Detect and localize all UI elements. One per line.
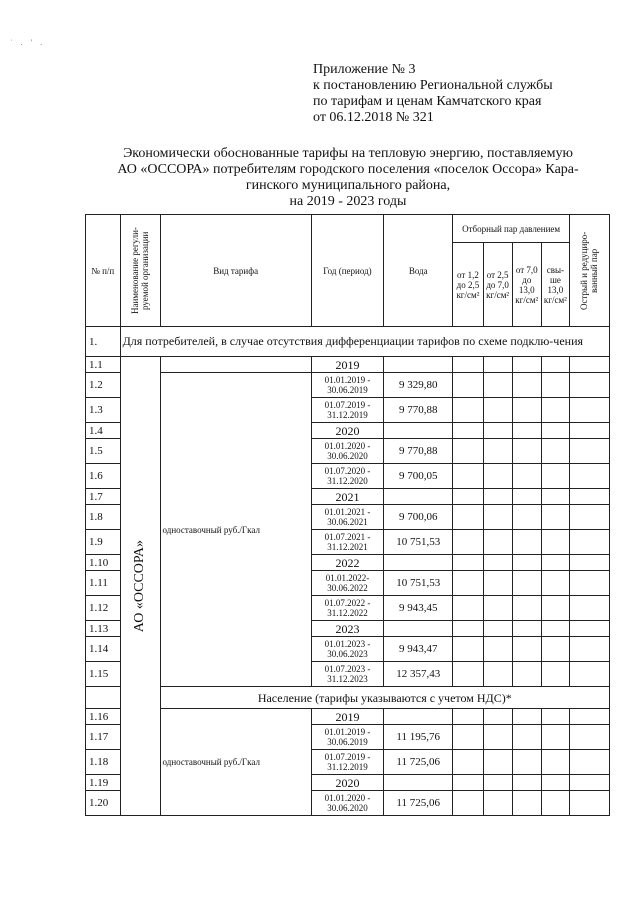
- row-empty-cell: [541, 464, 569, 489]
- row-num: 1.12: [86, 596, 121, 621]
- row-empty-cell: [483, 621, 512, 637]
- row-empty-cell: [569, 637, 609, 662]
- row-empty-cell: [483, 398, 512, 423]
- scan-artifact: ˙ . ' .: [10, 38, 46, 47]
- row-empty-cell: [453, 373, 483, 398]
- row-empty-cell: [541, 555, 569, 571]
- row-empty-cell: [453, 357, 483, 373]
- row-period: 2020: [311, 423, 383, 439]
- header-sharp: [569, 215, 609, 327]
- row-empty-cell: [512, 398, 541, 423]
- row-empty-cell: [483, 464, 512, 489]
- row-empty-cell: [569, 709, 609, 725]
- row-empty-cell: [541, 725, 569, 750]
- row-empty-cell: [483, 530, 512, 555]
- header-type: Вид тарифа: [160, 215, 311, 327]
- annex-line-1: Приложение № 3: [313, 62, 416, 77]
- row-empty-cell: [512, 750, 541, 775]
- row-period: 01.01.2020 - 30.06.2020: [311, 439, 383, 464]
- section-title: Для потребителей, в случае отсутствия дифференциации тарифов по схеме подклю-чения: [120, 327, 609, 357]
- row-empty-cell: [512, 489, 541, 505]
- row-empty-cell: [541, 530, 569, 555]
- row-empty-cell: [569, 596, 609, 621]
- row-num: 1.20: [86, 791, 121, 816]
- table-row: [86, 357, 610, 373]
- row-empty-cell: [569, 464, 609, 489]
- row-empty-cell: [483, 439, 512, 464]
- row-empty-cell: [453, 775, 483, 791]
- header-p3: от 7,0 до 13,0 кг/см²: [512, 243, 541, 327]
- tariff-type-cell-population: одноставочный руб./Гкал: [160, 709, 311, 816]
- row-empty-cell: [569, 791, 609, 816]
- row-empty-cell: [512, 423, 541, 439]
- row-empty-cell: [569, 662, 609, 687]
- row-water-value: 11 725,06: [384, 791, 453, 816]
- row-empty-cell: [483, 357, 512, 373]
- row-empty-cell: [483, 596, 512, 621]
- row-num: 1.6: [86, 464, 121, 489]
- row-period: 2020: [311, 775, 383, 791]
- row-water-value: [384, 423, 453, 439]
- row-num: 1.8: [86, 505, 121, 530]
- population-section-row: [86, 687, 610, 709]
- row-empty-cell: [512, 596, 541, 621]
- row-empty-cell: [512, 621, 541, 637]
- document-title: [88, 146, 608, 210]
- row-num: 1.14: [86, 637, 121, 662]
- header-water: Вода: [384, 215, 453, 327]
- title-line-4: на 2019 - 2023 годы: [289, 194, 407, 209]
- row-empty-cell: [453, 571, 483, 596]
- row-empty-cell: [483, 423, 512, 439]
- row-empty-cell: [453, 530, 483, 555]
- table-row: [86, 709, 610, 725]
- row-empty-cell: [453, 439, 483, 464]
- row-num: 1.18: [86, 750, 121, 775]
- row-num: 1.19: [86, 775, 121, 791]
- row-empty-cell: [541, 423, 569, 439]
- row-period: 01.01.2019 - 30.06.2019: [311, 373, 383, 398]
- row-empty-cell: [569, 775, 609, 791]
- row-water-value: 9 700,06: [384, 505, 453, 530]
- row-period: 01.01.2023 - 30.06.2023: [311, 637, 383, 662]
- row-empty-cell: [541, 662, 569, 687]
- row-period: 01.07.2023 - 31.12.2023: [311, 662, 383, 687]
- row-empty-cell: [569, 505, 609, 530]
- row-empty-cell: [541, 621, 569, 637]
- row-empty-cell: [512, 662, 541, 687]
- row-num: 1.2: [86, 373, 121, 398]
- section-row: [86, 327, 610, 357]
- row-water-value: [384, 709, 453, 725]
- row-empty-cell: [541, 775, 569, 791]
- row-empty-cell: [569, 555, 609, 571]
- row-period: 01.07.2022 - 31.12.2022: [311, 596, 383, 621]
- row-empty-cell: [541, 373, 569, 398]
- row-water-value: [384, 357, 453, 373]
- row-empty-cell: [453, 662, 483, 687]
- table-row: [86, 373, 610, 398]
- annex-line-3: по тарифам и ценам Камчатского края: [313, 94, 542, 109]
- row-empty-cell: [453, 423, 483, 439]
- row-empty-cell: [483, 571, 512, 596]
- row-water-value: 11 195,76: [384, 725, 453, 750]
- row-empty-cell: [569, 571, 609, 596]
- row-water-value: 9 700,05: [384, 464, 453, 489]
- row-num: 1.4: [86, 423, 121, 439]
- row-empty-cell: [483, 662, 512, 687]
- header-p2: от 2,5 до 7,0 кг/см²: [483, 243, 512, 327]
- row-empty-cell: [569, 530, 609, 555]
- row-empty-cell: [569, 423, 609, 439]
- section-num: 1.: [86, 327, 121, 357]
- row-empty-cell: [453, 621, 483, 637]
- row-empty-cell: [453, 791, 483, 816]
- row-empty-cell: [541, 709, 569, 725]
- row-num: 1.10: [86, 555, 121, 571]
- row-period: 01.07.2021 - 31.12.2021: [311, 530, 383, 555]
- row-water-value: 9 943,45: [384, 596, 453, 621]
- row-empty-cell: [512, 555, 541, 571]
- row-empty-cell: [483, 775, 512, 791]
- row-empty-cell: [569, 357, 609, 373]
- row-empty-cell: [512, 464, 541, 489]
- row-empty-cell: [541, 357, 569, 373]
- row-empty-cell: [483, 709, 512, 725]
- row-empty-cell: [453, 637, 483, 662]
- row-num: 1.5: [86, 439, 121, 464]
- row-empty-cell: [541, 750, 569, 775]
- row-period: 2023: [311, 621, 383, 637]
- row-num: 1.13: [86, 621, 121, 637]
- row-empty-cell: [569, 621, 609, 637]
- title-line-2: АО «ОССОРА» потребителям городского поселения «поселок Оссора» Кара-: [117, 162, 579, 177]
- row-empty-cell: [483, 555, 512, 571]
- annex-block: [313, 62, 613, 126]
- row-period: 01.07.2019 - 31.12.2019: [311, 398, 383, 423]
- annex-line-2: к постановлению Региональной службы: [313, 78, 553, 93]
- row-empty-cell: [453, 709, 483, 725]
- row-empty-cell: [483, 725, 512, 750]
- row-empty-cell: [569, 725, 609, 750]
- row-water-value: 10 751,53: [384, 530, 453, 555]
- row-water-value: 11 725,06: [384, 750, 453, 775]
- tariff-type-cell: одноставочный руб./Гкал: [160, 373, 311, 687]
- row-period: 01.01.2022- 30.06.2022: [311, 571, 383, 596]
- row-num-empty: [86, 687, 121, 709]
- row-empty-cell: [512, 439, 541, 464]
- row-water-value: 12 357,43: [384, 662, 453, 687]
- row-empty-cell: [453, 464, 483, 489]
- tariff-table: [85, 214, 610, 816]
- row-num: 1.11: [86, 571, 121, 596]
- row-empty-cell: [569, 489, 609, 505]
- row-empty-cell: [541, 571, 569, 596]
- row-empty-cell: [569, 398, 609, 423]
- row-water-value: 9 329,80: [384, 373, 453, 398]
- row-num: 1.9: [86, 530, 121, 555]
- row-empty-cell: [541, 398, 569, 423]
- row-empty-cell: [512, 725, 541, 750]
- row-water-value: 10 751,53: [384, 571, 453, 596]
- header-p1: от 1,2 до 2,5 кг/см²: [453, 243, 483, 327]
- row-empty-cell: [453, 505, 483, 530]
- row-period: 01.01.2020 - 30.06.2020: [311, 791, 383, 816]
- row-period: 01.01.2021 - 30.06.2021: [311, 505, 383, 530]
- row-empty-cell: [483, 791, 512, 816]
- row-empty-cell: [512, 373, 541, 398]
- row-empty-cell: [541, 505, 569, 530]
- row-water-value: 9 943,47: [384, 637, 453, 662]
- row-empty-cell: [512, 637, 541, 662]
- row-water-value: [384, 555, 453, 571]
- header-period: Год (период): [311, 215, 383, 327]
- row-empty-cell: [453, 398, 483, 423]
- title-line-3: гинского муниципального района,: [245, 178, 451, 193]
- row-period: 2022: [311, 555, 383, 571]
- row-empty-cell: [483, 505, 512, 530]
- header-row: [86, 215, 610, 243]
- header-sharp-text: Острый и редуциро-ванный пар: [579, 231, 600, 310]
- title-line-1: Экономически обоснованные тарифы на тепловую энергию, поставляемую: [123, 146, 573, 161]
- row-empty-cell: [569, 439, 609, 464]
- row-empty-cell: [541, 637, 569, 662]
- row-empty-cell: [483, 373, 512, 398]
- row-empty-cell: [453, 750, 483, 775]
- header-num: № п/п: [86, 215, 121, 327]
- row-empty-cell: [483, 637, 512, 662]
- row-period: 2019: [311, 709, 383, 725]
- row-empty-cell: [512, 791, 541, 816]
- row-water-value: [384, 775, 453, 791]
- row-empty-cell: [541, 791, 569, 816]
- tariff-type-spacer: [160, 357, 311, 373]
- header-p4: свы-ше 13,0 кг/см²: [541, 243, 569, 327]
- row-period: 2019: [311, 357, 383, 373]
- row-empty-cell: [453, 596, 483, 621]
- row-num: 1.3: [86, 398, 121, 423]
- row-empty-cell: [453, 555, 483, 571]
- org-name: АО «ОССОРА»: [132, 539, 148, 633]
- row-period: 01.01.2019 - 30.06.2019: [311, 725, 383, 750]
- row-empty-cell: [512, 775, 541, 791]
- header-steam-group: Отборный пар давлением: [453, 215, 570, 243]
- header-org-text: Наименование регули-руемой организации: [130, 227, 151, 314]
- row-period: 2021: [311, 489, 383, 505]
- row-empty-cell: [541, 596, 569, 621]
- row-empty-cell: [569, 373, 609, 398]
- row-empty-cell: [483, 750, 512, 775]
- row-period: 01.07.2019 - 31.12.2019: [311, 750, 383, 775]
- row-empty-cell: [512, 709, 541, 725]
- header-org: [120, 215, 160, 327]
- row-empty-cell: [483, 489, 512, 505]
- row-water-value: 9 770,88: [384, 439, 453, 464]
- row-empty-cell: [512, 571, 541, 596]
- row-water-value: [384, 489, 453, 505]
- row-num: 1.16: [86, 709, 121, 725]
- row-num: 1.15: [86, 662, 121, 687]
- row-num: 1.7: [86, 489, 121, 505]
- annex-line-4: от 06.12.2018 № 321: [313, 110, 434, 125]
- row-water-value: 9 770,88: [384, 398, 453, 423]
- row-empty-cell: [541, 439, 569, 464]
- population-section-title: Население (тарифы указываются с учетом НДС)*: [160, 687, 609, 709]
- row-empty-cell: [541, 489, 569, 505]
- row-empty-cell: [453, 725, 483, 750]
- org-name-cell: [120, 357, 160, 816]
- row-empty-cell: [512, 505, 541, 530]
- row-period: 01.07.2020 - 31.12.2020: [311, 464, 383, 489]
- row-empty-cell: [453, 489, 483, 505]
- row-empty-cell: [569, 750, 609, 775]
- row-empty-cell: [512, 530, 541, 555]
- row-num: 1.17: [86, 725, 121, 750]
- row-empty-cell: [512, 357, 541, 373]
- row-num: 1.1: [86, 357, 121, 373]
- row-water-value: [384, 621, 453, 637]
